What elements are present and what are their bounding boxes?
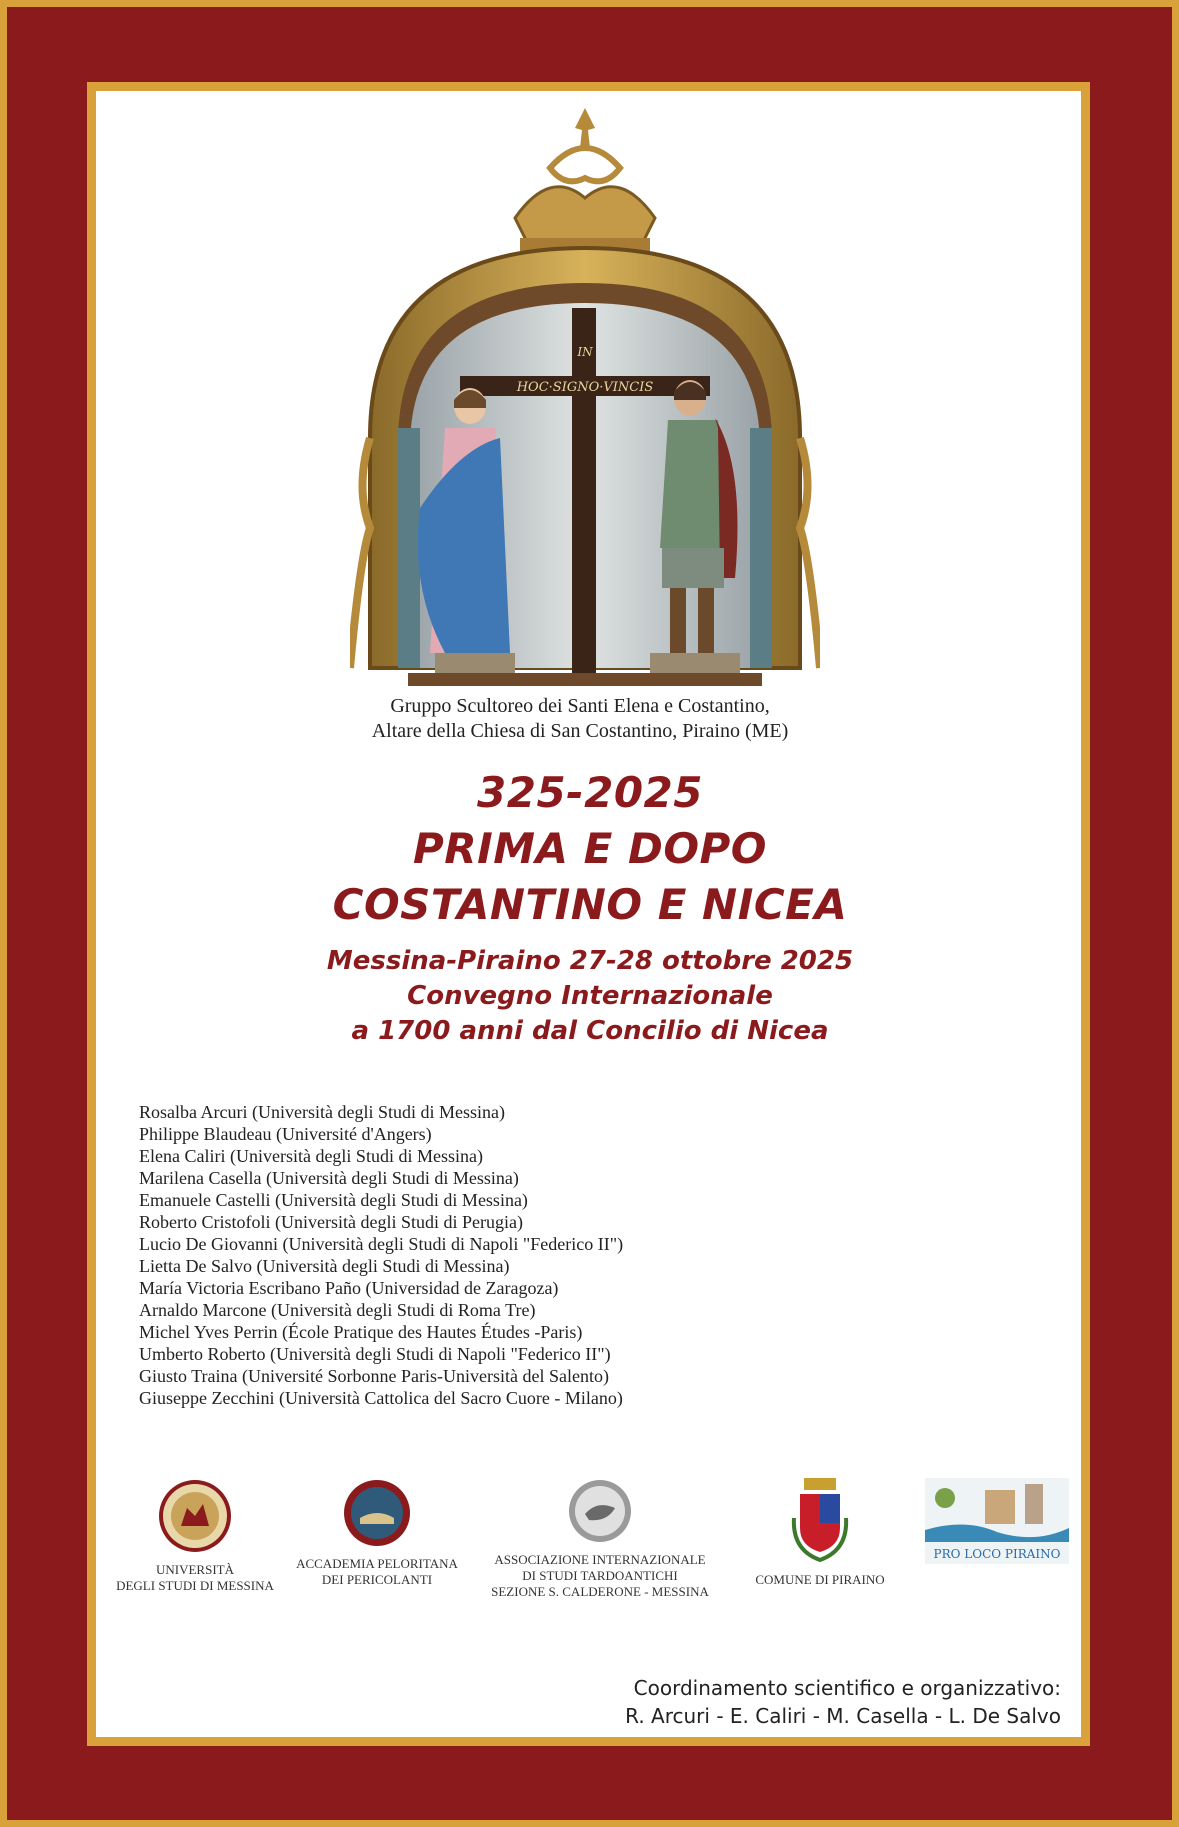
event-details bbox=[200, 944, 980, 1049]
sponsor-logos bbox=[100, 1478, 1080, 1618]
speaker-item: Arnaldo Marcone (Università degli Studi di Roma Tre) bbox=[139, 1300, 536, 1320]
logo-aist-line-1: ASSOCIAZIONE INTERNAZIONALE bbox=[494, 1552, 706, 1567]
altar-inscription-top: IN bbox=[577, 345, 593, 359]
speaker-item: Elena Caliri (Università degli Studi di Messina) bbox=[139, 1146, 483, 1166]
speaker-item: Michel Yves Perrin (École Pratique des Hautes Études -Paris) bbox=[139, 1322, 583, 1342]
pro-loco-piraino-logo bbox=[925, 1478, 1069, 1564]
unime-seal-icon bbox=[157, 1478, 233, 1554]
image-caption bbox=[340, 694, 820, 744]
speaker-item: Giuseppe Zecchini (Università Cattolica del Sacro Cuore - Milano) bbox=[139, 1388, 623, 1408]
logo-comune-line-1: COMUNE DI PIRAINO bbox=[755, 1572, 885, 1587]
credits-heading: Coordinamento scientifico e organizzativo: bbox=[633, 1676, 1061, 1700]
piraino-coat-of-arms-icon bbox=[790, 1478, 850, 1564]
main-title bbox=[200, 765, 980, 933]
speaker-item: Lucio De Giovanni (Università degli Studi di Napoli "Federico II") bbox=[139, 1234, 624, 1254]
logo-aist bbox=[485, 1478, 715, 1600]
event-dates: Messina-Piraino 27-28 ottobre 2025 bbox=[326, 946, 854, 976]
speaker-item: Lietta De Salvo (Università degli Studi di Messina) bbox=[139, 1256, 510, 1276]
logo-accademia bbox=[292, 1478, 462, 1588]
caption-line-1: Gruppo Scultoreo dei Santi Elena e Costantino, bbox=[390, 695, 770, 717]
accademia-seal-icon bbox=[342, 1478, 412, 1548]
logo-comune bbox=[745, 1478, 895, 1588]
speaker-item: Rosalba Arcuri (Università degli Studi di Messina) bbox=[139, 1102, 505, 1122]
logo-unime-line-1: UNIVERSITÀ bbox=[156, 1562, 234, 1577]
event-type: Convegno Internazionale bbox=[407, 981, 773, 1011]
speaker-item: Giusto Traina (Université Sorbonne Paris-Università del Salento) bbox=[139, 1366, 609, 1386]
speaker-item: Roberto Cristofoli (Università degli Studi di Perugia) bbox=[139, 1212, 523, 1232]
logo-accademia-line-2: DEI PERICOLANTI bbox=[321, 1572, 433, 1587]
pro-loco-label: PRO LOCO PIRAINO bbox=[933, 1547, 1061, 1561]
caption-line-2: Altare della Chiesa di San Costantino, Piraino (ME) bbox=[371, 720, 789, 742]
speaker-item: Philippe Blaudeau (Université d'Angers) bbox=[139, 1124, 432, 1144]
logo-unime-line-2: DEGLI STUDI DI MESSINA bbox=[116, 1578, 274, 1593]
credits-names: R. Arcuri - E. Caliri - M. Casella - L. De Salvo bbox=[625, 1704, 1061, 1728]
speaker-item: Emanuele Castelli (Università degli Studi di Messina) bbox=[139, 1190, 528, 1210]
speakers-list bbox=[139, 1101, 839, 1409]
logo-aist-line-3: SEZIONE S. CALDERONE - MESSINA bbox=[491, 1584, 709, 1599]
title-line-3: COSTANTINO E NICEA bbox=[332, 880, 848, 929]
coordination-credits bbox=[625, 1674, 1061, 1730]
title-line-1: 325-2025 bbox=[477, 768, 703, 817]
speaker-item: Umberto Roberto (Università degli Studi di Napoli "Federico II") bbox=[139, 1344, 611, 1364]
aist-coin-icon bbox=[567, 1478, 633, 1544]
altar-inscription: HOC·SIGNO·VINCIS bbox=[516, 380, 654, 395]
event-occasion: a 1700 anni dal Concilio di Nicea bbox=[351, 1016, 829, 1046]
speaker-item: Marilena Casella (Università degli Studi di Messina) bbox=[139, 1168, 519, 1188]
logo-proloco bbox=[922, 1478, 1072, 1572]
logo-unime bbox=[110, 1478, 280, 1594]
logo-aist-line-2: DI STUDI TARDOANTICHI bbox=[522, 1568, 678, 1583]
altar-sculpture-image bbox=[350, 108, 820, 686]
speaker-item: María Victoria Escribano Paño (Universidad de Zaragoza) bbox=[139, 1278, 559, 1298]
title-line-2: PRIMA E DOPO bbox=[412, 824, 768, 873]
logo-accademia-line-1: ACCADEMIA PELORITANA bbox=[296, 1556, 458, 1571]
